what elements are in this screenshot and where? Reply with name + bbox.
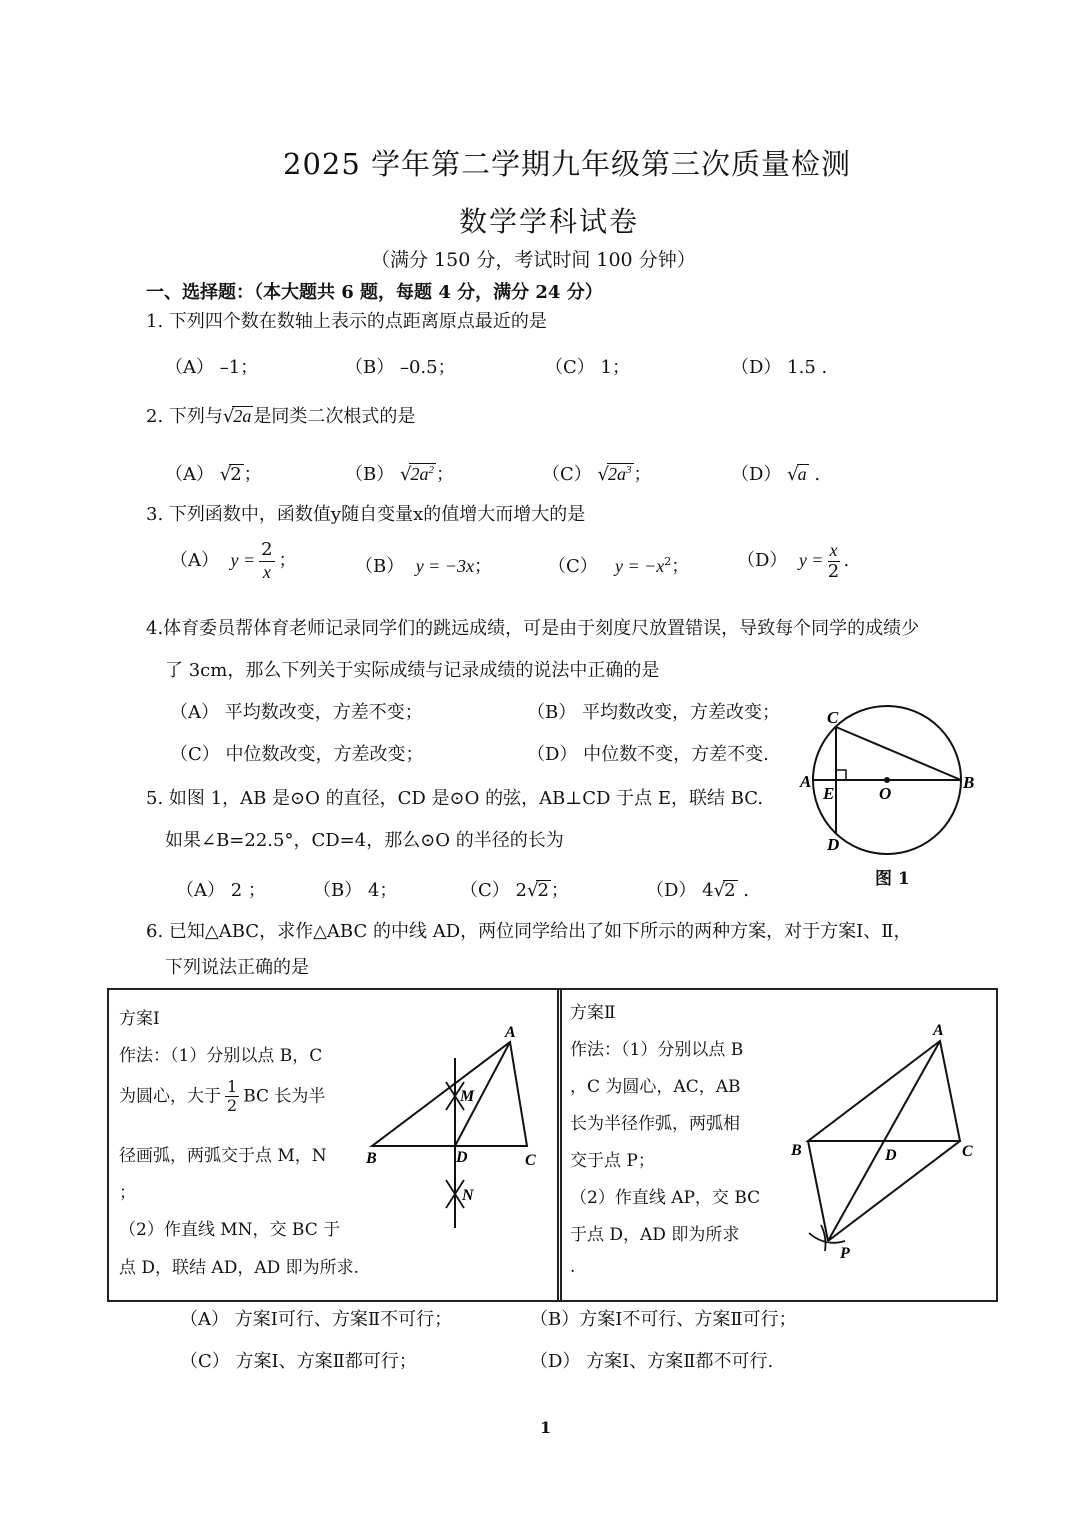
q2-option-c: （C） $√2a^3$ ；	[542, 464, 652, 485]
plan-1-line-6: 点 D，联结 AD，AD 即为所求.	[119, 1258, 360, 1278]
q6-option-a: （A） 方案Ⅰ可行、方案Ⅱ不可行；	[180, 1309, 453, 1330]
right-angle-mark	[836, 770, 846, 780]
q3-option-a: （A） y = $\frac{2}{x}$ ；	[170, 539, 297, 582]
section-heading: 一、选择题：（本大题共 6 题，每题 4 分，满分 24 分）	[146, 282, 603, 303]
q2-option-d: （D） √a .	[731, 464, 821, 485]
q2-stem: 2. 下列与√2a 是同类二次根式的是	[146, 406, 416, 427]
plan-1-figure	[360, 1020, 555, 1235]
label-m: M	[460, 1088, 475, 1105]
plan-1-line-2: 为圆心，大于 $\frac{1}{2}$ BC 长为半	[119, 1077, 326, 1116]
q3-option-b: （B） y = −3x；	[355, 556, 492, 577]
label-e: E	[823, 784, 835, 803]
q1-option-d: （D） 1.5 .	[731, 357, 828, 378]
q6-line2: 下列说法正确的是	[165, 957, 309, 978]
q1-option-c: （C） 1；	[545, 357, 630, 378]
label-c: C	[962, 1143, 973, 1160]
plan-2-line-7: .	[570, 1257, 576, 1277]
segment-bp	[808, 1141, 828, 1241]
triangle-abc	[808, 1041, 960, 1141]
q4-line1: 4.体育委员帮体育老师记录同学们的跳远成绩，可是由于刻度尺放置错误，导致每个同学的成绩少	[146, 618, 920, 639]
q4-option-d: （D） 中位数不变，方差不变.	[527, 744, 769, 765]
label-d: D	[456, 1149, 468, 1166]
plan-1-line-3: 径画弧，两弧交于点 M，N	[119, 1146, 327, 1166]
q3-option-c: （C） $y = -x^2$；	[548, 555, 690, 577]
page-number: 1	[540, 1418, 552, 1437]
q4-line2: 了 3cm，那么下列关于实际成绩与记录成绩的说法中正确的是	[165, 660, 660, 681]
plan-2-title: 方案Ⅱ	[570, 1003, 616, 1023]
q5-line1: 5. 如图 1，AB 是⊙O 的直径，CD 是⊙O 的弦，AB⊥CD 于点 E，联结 BC.	[146, 788, 764, 809]
plan-2-line-4: 交于点 P；	[570, 1151, 655, 1171]
q1-option-b: （B） –0.5；	[345, 357, 456, 378]
q4-option-a: （A） 平均数改变，方差不变；	[170, 702, 423, 723]
plan-1-line-4: ；	[119, 1183, 136, 1203]
plan-2-figure	[785, 1015, 985, 1265]
figure-1-caption: 图 1	[875, 869, 910, 889]
center-point-o	[884, 777, 890, 783]
q6-option-b: （B）方案Ⅰ不可行、方案Ⅱ可行；	[530, 1309, 797, 1330]
plan-2-line-1: 作法：（1）分别以点 B	[570, 1040, 744, 1060]
plan-1-line-5: （2）作直线 MN，交 BC 于	[119, 1220, 341, 1240]
q6-option-d: （D） 方案Ⅰ、方案Ⅱ都不可行.	[530, 1351, 774, 1372]
q5-option-d: （D） 4√2 .	[646, 880, 750, 901]
q3-option-d: （D） y = $\frac{x}{2}$ .	[737, 540, 850, 582]
exam-note: （满分 150 分，考试时间 100 分钟）	[371, 249, 696, 271]
triangle-abc	[372, 1042, 527, 1146]
q1-stem: 1. 下列四个数在数轴上表示的点距离原点最近的是	[146, 311, 547, 332]
q4-option-b: （B） 平均数改变，方差改变；	[527, 702, 780, 723]
label-b: B	[791, 1142, 802, 1159]
label-b: B	[366, 1150, 377, 1167]
q5-option-c: （C） 2√2 ；	[460, 880, 569, 901]
exam-subtitle: 数学学科试卷	[459, 205, 640, 238]
plan-1-line-1: 作法：（1）分别以点 B，C	[119, 1046, 323, 1066]
q2-option-a: （A） √2 ；	[165, 464, 262, 485]
q5-option-b: （B） 4；	[313, 880, 398, 901]
plan-1-title: 方案Ⅰ	[119, 1009, 160, 1029]
q2-option-b: （B） $√2a^2$ ；	[345, 464, 454, 485]
q5-option-a: （A） 2 ；	[176, 880, 266, 901]
plan-2-line-5: （2）作直线 AP，交 BC	[570, 1188, 761, 1208]
label-d: D	[827, 835, 840, 854]
plan-2-line-6: 于点 D，AD 即为所求	[570, 1225, 740, 1245]
label-a: A	[505, 1024, 516, 1041]
plan-2-line-2: ，C 为圆心，AC，AB	[570, 1077, 741, 1097]
label-o: O	[879, 784, 892, 803]
label-p: P	[840, 1245, 850, 1262]
q6-option-c: （C） 方案Ⅰ、方案Ⅱ都可行；	[180, 1351, 417, 1372]
segment-bc	[836, 727, 961, 780]
label-d: D	[885, 1147, 897, 1164]
exam-title: 2025 学年第二学期九年级第三次质量检测	[283, 147, 852, 181]
q1-option-a: （A） –1；	[165, 357, 259, 378]
q5-line2: 如果∠B=22.5°，CD=4，那么⊙O 的半径的长为	[165, 830, 564, 851]
label-c: C	[827, 708, 839, 727]
label-b: B	[963, 773, 975, 792]
q4-option-c: （C） 中位数改变，方差改变；	[170, 744, 424, 765]
plan-2-line-3: 长为半径作弧，两弧相	[570, 1114, 740, 1134]
q6-line1: 6. 已知△ABC，求作△ABC 的中线 AD，两位同学给出了如下所示的两种方案，对于方案Ⅰ、Ⅱ，	[146, 921, 912, 942]
label-a: A	[933, 1022, 944, 1039]
label-a: A	[800, 772, 812, 791]
q3-stem: 3. 下列函数中，函数值y随自变量x的值增大而增大的是	[146, 504, 586, 525]
label-n: N	[462, 1187, 474, 1204]
label-c: C	[525, 1152, 536, 1169]
